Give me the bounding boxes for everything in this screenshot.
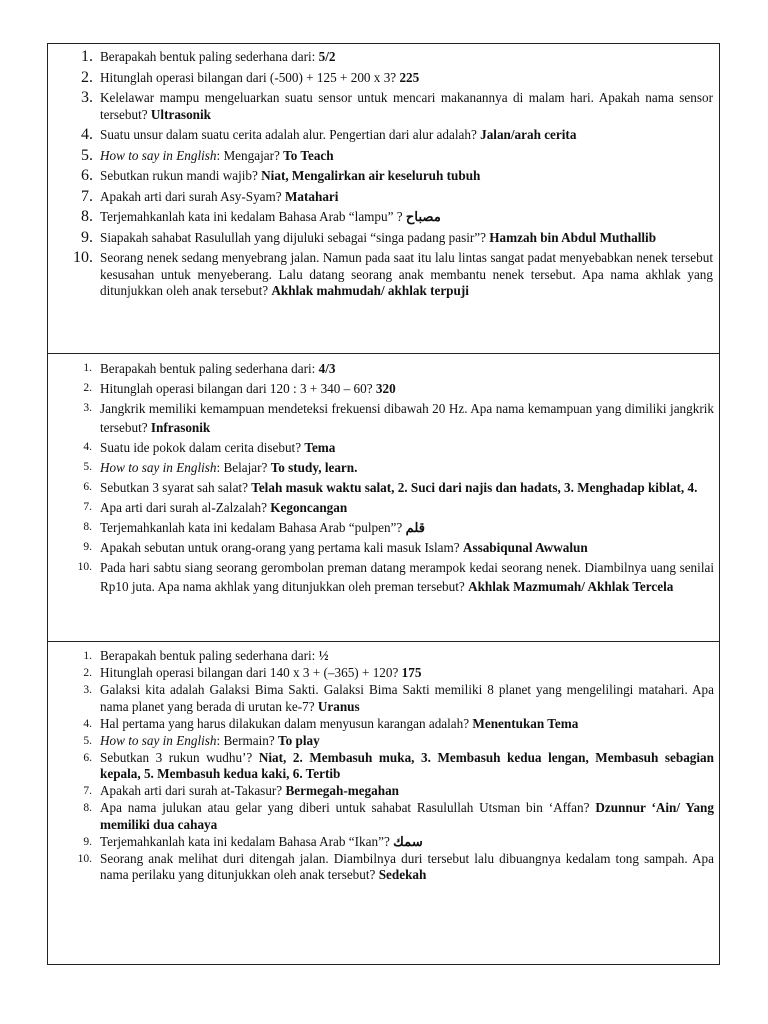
question-item [58, 518, 714, 537]
question-number: 1. [81, 48, 93, 65]
answer-text: To Teach [283, 147, 334, 163]
question-item [58, 800, 714, 833]
question-text [100, 682, 714, 715]
question-item [58, 438, 714, 457]
question-item [58, 750, 714, 783]
answer-text: Niat, Mengalirkan air keseluruh tubuh [261, 168, 481, 183]
question-number: 4. [83, 441, 92, 453]
question-text [100, 90, 714, 123]
question-number: 3. [83, 402, 92, 414]
question-number: 3. [81, 89, 93, 106]
question-text [100, 250, 714, 300]
question-text [100, 498, 714, 517]
answer-text: 5/2 [318, 49, 336, 64]
question-sheet [47, 43, 720, 965]
question-prompt: Berapakah bentuk paling sederhana dari: [100, 648, 319, 663]
question-number: 9. [83, 541, 92, 553]
question-number: 8. [83, 521, 92, 533]
question-text [100, 750, 714, 783]
question-text [100, 800, 714, 833]
question-prompt: Suatu unsur dalam suatu cerita adalah alur. Pengertian dari alur adalah? [100, 127, 481, 142]
question-item [58, 458, 714, 477]
question-item [58, 399, 714, 437]
question-item [58, 127, 714, 144]
answer-text: Akhlak mahmudah/ akhlak terpuji [271, 283, 469, 298]
answer-text: Dzunnur ‘Ain/ Yang memiliki dua cahaya [100, 800, 714, 832]
question-number: 1. [83, 650, 92, 662]
question-text [100, 518, 714, 537]
question-prompt: Hitunglah operasi bilangan dari 140 x 3 + (–365) + 120? [100, 665, 402, 680]
answer-text: Tema [304, 440, 336, 455]
question-number: 10. [77, 561, 92, 573]
question-number: 2. [83, 382, 92, 394]
question-text [100, 538, 714, 557]
question-italic-prefix: How to say in English [100, 147, 217, 163]
question-number: 9. [81, 228, 93, 246]
question-number: 4. [83, 717, 92, 730]
question-number: 8. [83, 802, 92, 814]
question-text [100, 148, 714, 165]
question-text [100, 127, 714, 144]
answer-text: Infrasonik [150, 420, 211, 435]
answer-text: قلم [405, 520, 426, 535]
question-item [58, 49, 714, 66]
question-text [100, 478, 714, 497]
question-text [100, 834, 714, 851]
question-prompt: Hitunglah operasi bilangan dari (-500) + 125 + 200 x 3? [100, 69, 400, 85]
question-prompt: Kelelawar mampu mengeluarkan suatu sensor untuk mencari makanannya di malam hari. Apakah nama sensor tersebut? [100, 90, 713, 122]
question-prompt: : Mengajar? [216, 147, 284, 163]
question-item [58, 783, 714, 800]
answer-text: Hamzah bin Abdul Muthallib [489, 229, 657, 245]
question-item [58, 498, 714, 517]
answer-text: Matahari [284, 188, 339, 204]
question-prompt: Hitunglah operasi bilangan dari 120 : 3 + 340 – 60? [100, 381, 376, 396]
question-item [58, 716, 714, 733]
answer-text: To play [278, 732, 320, 748]
question-prompt: : Bermain? [216, 732, 279, 748]
answer-text: 175 [401, 665, 422, 680]
answer-text: Uranus [317, 698, 360, 714]
question-item [58, 733, 714, 750]
question-text [100, 438, 714, 457]
question-text [100, 458, 714, 477]
question-number: 4. [81, 126, 93, 143]
question-prompt: Apakah arti dari surah Asy-Syam? [100, 188, 285, 204]
question-number: 7. [83, 501, 92, 513]
question-item [58, 250, 714, 300]
question-text [100, 665, 714, 682]
question-number: 3. [83, 684, 92, 696]
question-number: 5. [81, 146, 93, 164]
answer-text: سمك [393, 833, 423, 849]
question-text [100, 733, 714, 750]
question-prompt: Apakah arti dari surah at-Takasur? [100, 783, 286, 798]
question-text [100, 851, 714, 884]
question-item [58, 90, 714, 123]
question-prompt: Galaksi kita adalah Galaksi Bima Sakti. Galaksi Bima Sakti memiliki 8 planet yang mengelilingi matahari. Apa nama planet yang berada di urutan ke-7? [100, 682, 714, 714]
question-prompt: Terjemahkanlah kata ini kedalam Bahasa Arab “lampu” ? [100, 209, 406, 224]
question-item [58, 851, 714, 884]
question-item [58, 682, 714, 715]
question-item [58, 648, 714, 665]
question-item [58, 209, 714, 226]
question-prompt: Jangkrik memiliki kemampuan mendeteksi frekuensi dibawah 20 Hz. Apa nama kemampuan yang dimiliki jangkrik tersebut? [100, 401, 714, 435]
question-set-3 [48, 641, 719, 966]
answer-text: Bermegah-megahan [285, 783, 399, 798]
question-italic-prefix: How to say in English [100, 732, 217, 748]
question-prompt: Berapakah bentuk paling sederhana dari: [100, 361, 319, 376]
question-prompt: Sebutkan rukun mandi wajib? [100, 168, 262, 183]
question-number: 7. [81, 187, 93, 205]
question-number: 6. [81, 167, 93, 184]
answer-text: Ultrasonik [150, 106, 211, 122]
question-text [100, 359, 714, 378]
question-text [100, 168, 714, 185]
question-prompt: Hal pertama yang harus dilakukan dalam menyusun karangan adalah? [100, 715, 473, 731]
question-text [100, 230, 714, 247]
question-prompt: Suatu ide pokok dalam cerita disebut? [100, 440, 305, 455]
question-number: 9. [83, 835, 92, 848]
question-prompt: Sebutkan 3 rukun wudhu’? [100, 749, 259, 765]
question-text [100, 49, 714, 66]
question-italic-prefix: How to say in English [100, 460, 217, 475]
question-text [100, 70, 714, 87]
question-text [100, 399, 714, 437]
question-list-1 [48, 44, 719, 300]
answer-text: Sedekah [378, 867, 427, 882]
question-prompt: Siapakah sahabat Rasulullah yang dijuluki sebagai “singa padang pasir”? [100, 229, 490, 245]
question-number: 5. [83, 734, 92, 747]
answer-text: Telah masuk waktu salat, 2. Suci dari najis dan hadats, 3. Menghadap kiblat, 4. [251, 480, 698, 495]
question-number: 5. [83, 461, 92, 473]
question-item [58, 558, 714, 596]
question-number: 7. [83, 785, 92, 797]
question-item [58, 379, 714, 398]
question-text [100, 783, 714, 800]
answer-text: Jalan/arah cerita [480, 127, 577, 142]
question-text [100, 648, 714, 665]
question-item [58, 538, 714, 557]
answer-text: 4/3 [318, 361, 336, 376]
question-item [58, 148, 714, 165]
answer-text: Niat, 2. Membasuh muka, 3. Membasuh kedua lengan, Membasuh sebagian kepala, 5. Membasuh kedua kaki, 6. Tertib [100, 749, 714, 781]
question-list-3 [48, 642, 719, 884]
question-item [58, 359, 714, 378]
question-set-2 [48, 353, 719, 641]
answer-text: To study, learn. [270, 460, 358, 475]
question-prompt: Terjemahkanlah kata ini kedalam Bahasa Arab “Ikan”? [100, 833, 394, 849]
answer-text: Kegoncangan [270, 500, 348, 515]
question-item [58, 478, 714, 497]
question-text [100, 716, 714, 733]
answer-text: مصباح [405, 209, 441, 224]
question-number: 2. [83, 667, 92, 679]
question-prompt: Sebutkan 3 syarat sah salat? [100, 480, 252, 495]
question-prompt: Pada hari sabtu siang seorang gerombolan preman datang merampok kedai seorang nenek. Diambilnya uang senilai Rp10 juta. Apa nama akhlak yang ditunjukkan oleh preman tersebut? [100, 560, 714, 594]
question-prompt: Apakah sebutan untuk orang-orang yang pertama kali masuk Islam? [100, 540, 463, 555]
answer-text: Menentukan Tema [472, 715, 579, 731]
question-list-2 [48, 354, 719, 596]
answer-text: ½ [318, 648, 329, 663]
question-text [100, 209, 714, 226]
question-prompt: : Belajar? [216, 460, 271, 475]
answer-text: Akhlak Mazmumah/ Akhlak Tercela [468, 579, 674, 594]
question-number: 8. [81, 208, 93, 225]
question-number: 10. [77, 852, 92, 865]
question-item [58, 70, 714, 87]
question-prompt: Apa arti dari surah al-Zalzalah? [100, 500, 271, 515]
question-prompt: Seorang nenek sedang menyebrang jalan. Namun pada saat itu lalu lintas sangat padat menyebabkan nenek tersebut kesusahan untuk menyeberang. Lalu datang seorang anak membantu nenek tersebut. Apa nama akhlak yang ditunjukkan oleh anak tersebut? [100, 250, 713, 298]
answer-text: 225 [399, 69, 420, 85]
question-item [58, 665, 714, 682]
question-number: 6. [83, 751, 92, 764]
answer-text: Assabiqunal Awwalun [462, 540, 588, 555]
question-item [58, 834, 714, 851]
question-item [58, 230, 714, 247]
question-item [58, 168, 714, 185]
answer-text: 320 [375, 381, 396, 396]
question-prompt: Seorang anak melihat duri ditengah jalan. Diambilnya duri tersebut lalu dibuangnya kedalam tong sampah. Apa nama perilaku yang ditunjukkan oleh anak tersebut? [100, 850, 714, 882]
question-prompt: Berapakah bentuk paling sederhana dari: [100, 49, 319, 64]
question-number: 2. [81, 68, 93, 86]
question-text [100, 558, 714, 596]
question-number: 1. [83, 362, 92, 374]
question-prompt: Terjemahkanlah kata ini kedalam Bahasa Arab “pulpen”? [100, 520, 406, 535]
question-number: 10. [73, 249, 93, 266]
question-text [100, 379, 714, 398]
question-set-1 [48, 44, 719, 353]
question-prompt: Apa nama julukan atau gelar yang diberi untuk sahabat Rasulullah Utsman bin ‘Affan? [100, 800, 596, 815]
question-text [100, 189, 714, 206]
question-number: 6. [83, 481, 92, 493]
question-item [58, 189, 714, 206]
